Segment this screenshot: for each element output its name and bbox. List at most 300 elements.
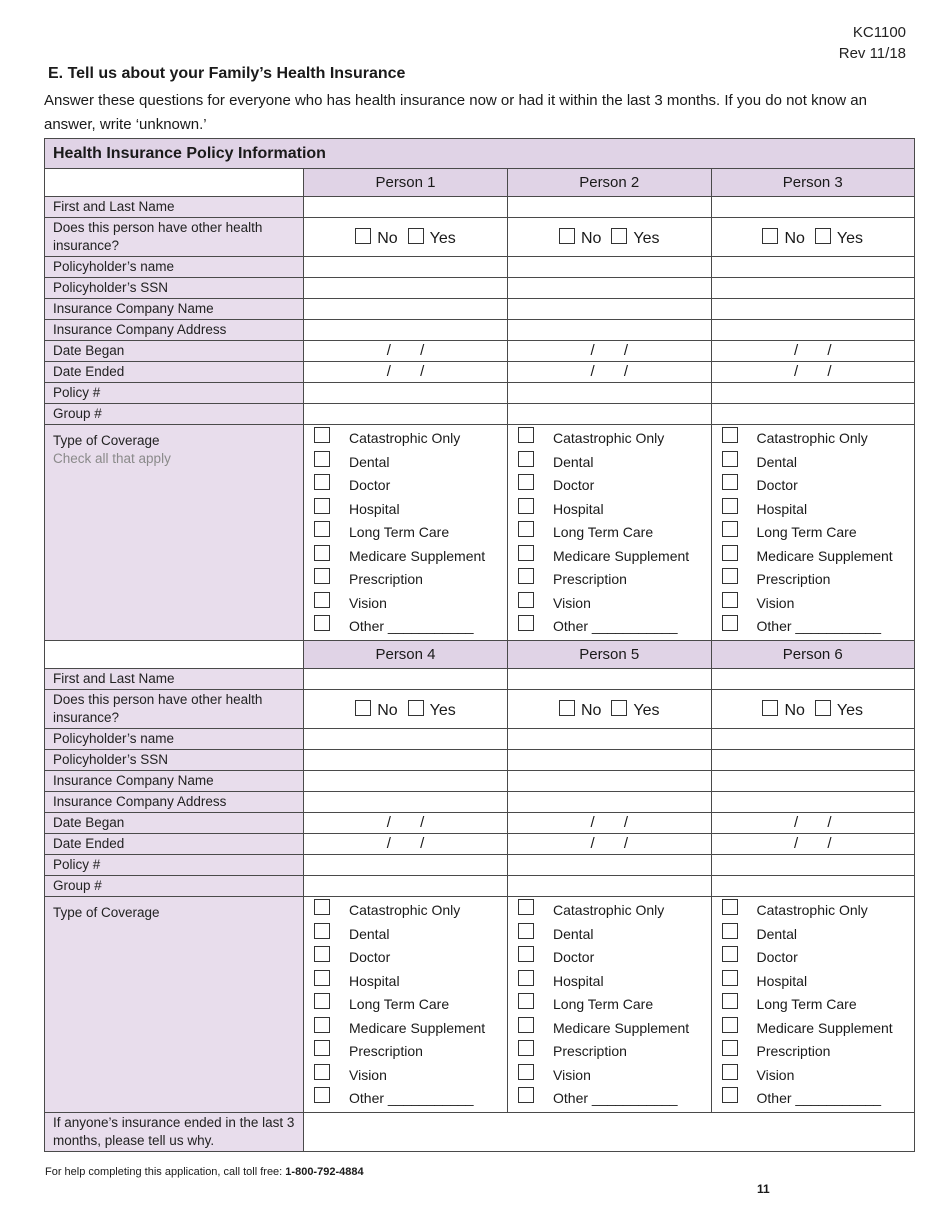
coverage-option[interactable]	[304, 615, 507, 639]
coverage-option-label: Long Term Care	[756, 996, 857, 1012]
coverage-checkbox[interactable]	[722, 1017, 738, 1033]
coverage-option-label: Doctor	[553, 949, 595, 965]
footer-help	[45, 1166, 364, 1178]
no-label: No	[784, 701, 805, 719]
date-ended-field-person-5[interactable]: / /	[508, 834, 712, 855]
coverage-checkbox[interactable]	[518, 474, 534, 490]
table-row	[45, 813, 915, 834]
table-row	[45, 362, 915, 383]
yes-label: Yes	[836, 229, 864, 247]
no-checkbox[interactable]	[762, 700, 778, 716]
table-row	[45, 139, 915, 169]
policyholder-name-field-person-2[interactable]	[508, 257, 712, 278]
coverage-list	[508, 899, 711, 1111]
yes-checkbox[interactable]	[815, 700, 831, 716]
coverage-checkbox[interactable]	[314, 545, 330, 561]
company-name-field-person-4[interactable]	[304, 771, 508, 792]
coverage-option[interactable]	[712, 923, 915, 947]
coverage-option[interactable]	[712, 946, 915, 970]
table-row	[45, 897, 915, 1113]
coverage-option[interactable]	[508, 1064, 711, 1088]
no-label: No	[377, 229, 398, 247]
form-code: KC1100	[852, 24, 906, 41]
date-ended-field-person-4[interactable]: / /	[304, 834, 508, 855]
coverage-list	[304, 899, 507, 1111]
coverage-option-label: Prescription	[553, 571, 627, 587]
policyholder-ssn-field-person-2[interactable]	[508, 278, 712, 299]
row-label-policyholder-name: Policyholder’s name	[45, 729, 304, 750]
person-header: Person 3	[711, 169, 915, 197]
coverage-option[interactable]	[508, 923, 711, 947]
yes-checkbox[interactable]	[408, 228, 424, 244]
date-ended-field-person-1[interactable]: / /	[304, 362, 508, 383]
no-label: No	[580, 701, 602, 719]
name-field-person-4[interactable]	[304, 669, 508, 690]
row-label-policyholder-name: Policyholder’s name	[45, 257, 304, 278]
company-address-field-person-4[interactable]	[304, 792, 508, 813]
row-label-company-name: Insurance Company Name	[45, 771, 304, 792]
no-checkbox[interactable]	[355, 700, 371, 716]
coverage-option-label: Vision	[553, 594, 591, 611]
header-corner	[45, 641, 304, 669]
coverage-checkbox[interactable]	[722, 1040, 738, 1056]
coverage-option-label: Catastrophic Only	[553, 902, 665, 918]
coverage-option[interactable]	[712, 993, 915, 1017]
coverage-option[interactable]	[712, 592, 915, 616]
coverage-checkbox[interactable]	[722, 568, 738, 584]
name-field-person-2[interactable]	[508, 197, 712, 218]
person-header: Person 1	[304, 169, 508, 197]
date-began-field-person-1[interactable]: / /	[304, 341, 508, 362]
coverage-list	[508, 427, 711, 639]
policyholder-name-field-person-4[interactable]	[304, 729, 508, 750]
table-row	[45, 690, 915, 729]
coverage-option-label: Catastrophic Only	[756, 430, 868, 446]
coverage-option[interactable]	[304, 923, 507, 947]
coverage-checkbox[interactable]	[314, 521, 330, 537]
coverage-option-label: Dental	[756, 925, 797, 942]
row-label-name: First and Last Name	[45, 197, 304, 218]
coverage-option[interactable]	[508, 568, 711, 592]
date-ended-field-person-6[interactable]: / /	[711, 834, 915, 855]
name-field-person-5[interactable]	[508, 669, 712, 690]
coverage-checkbox[interactable]	[518, 615, 534, 631]
company-address-field-person-5[interactable]	[508, 792, 712, 813]
coverage-checkbox[interactable]	[518, 521, 534, 537]
coverage-option-label: Prescription	[756, 1043, 831, 1059]
coverage-checkbox[interactable]	[722, 970, 738, 986]
coverage-option[interactable]	[508, 993, 711, 1017]
coverage-option[interactable]	[712, 427, 915, 451]
company-address-field-person-3[interactable]	[711, 320, 915, 341]
table-title: Health Insurance Policy Information	[45, 139, 915, 169]
policyholder-ssn-field-person-4[interactable]	[304, 750, 508, 771]
coverage-checkbox[interactable]	[722, 427, 738, 443]
coverage-option[interactable]	[508, 498, 711, 522]
policy-no-field-person-2[interactable]	[508, 383, 712, 404]
coverage-option[interactable]	[304, 1087, 507, 1111]
coverage-option[interactable]	[508, 521, 711, 545]
coverage-option-label: Dental	[553, 453, 594, 470]
other-insurance-choice-person-6	[711, 690, 915, 729]
yes-label: Yes	[429, 701, 456, 719]
policy-no-field-person-3[interactable]	[711, 383, 915, 404]
coverage-option[interactable]	[508, 451, 711, 475]
row-label-company-address: Insurance Company Address	[45, 320, 304, 341]
coverage-checkbox[interactable]	[314, 1064, 330, 1080]
coverage-option-label: Prescription	[756, 571, 831, 587]
coverage-option-label: Other ___________	[756, 1090, 882, 1106]
coverage-checkbox[interactable]	[518, 498, 534, 514]
coverage-option[interactable]	[712, 1017, 915, 1041]
coverage-option-label: Long Term Care	[553, 524, 654, 540]
policyholder-ssn-field-person-3[interactable]	[711, 278, 915, 299]
coverage-option[interactable]	[304, 521, 507, 545]
coverage-option[interactable]	[304, 946, 507, 970]
coverage-option[interactable]	[508, 427, 711, 451]
row-label-company-address: Insurance Company Address	[45, 792, 304, 813]
help-phone: 1-800-792-4884	[285, 1166, 364, 1178]
coverage-checkbox[interactable]	[518, 1087, 534, 1103]
coverage-option[interactable]	[712, 451, 915, 475]
coverage-checkbox[interactable]	[722, 592, 738, 608]
coverage-option[interactable]	[712, 568, 915, 592]
row-label-group-no: Group #	[45, 876, 304, 897]
row-label-ended-reason: If anyone’s insurance ended in the last 3 months, please tell us why.	[45, 1113, 304, 1152]
policy-no-field-person-4[interactable]	[304, 855, 508, 876]
coverage-checkbox[interactable]	[314, 451, 330, 467]
no-checkbox[interactable]	[762, 228, 778, 244]
name-field-person-6[interactable]	[711, 669, 915, 690]
policyholder-name-field-person-3[interactable]	[711, 257, 915, 278]
coverage-option-label: Doctor	[553, 477, 595, 493]
coverage-checkbox[interactable]	[314, 993, 330, 1009]
coverage-option[interactable]	[304, 451, 507, 475]
yes-checkbox[interactable]	[611, 700, 627, 716]
coverage-checkbox[interactable]	[518, 899, 534, 915]
coverage-option[interactable]	[304, 498, 507, 522]
table-row	[45, 320, 915, 341]
coverage-options-person-6	[711, 897, 915, 1113]
company-address-field-person-6[interactable]	[711, 792, 915, 813]
person-header: Person 5	[508, 641, 712, 669]
coverage-options-person-4	[304, 897, 508, 1113]
coverage-option[interactable]	[712, 1087, 915, 1111]
coverage-option[interactable]	[508, 474, 711, 498]
date-began-field-person-6[interactable]: / /	[711, 813, 915, 834]
coverage-option-label: Medicare Supplement	[349, 547, 486, 564]
coverage-option-label: Dental	[349, 453, 390, 470]
coverage-option-label: Medicare Supplement	[756, 1019, 893, 1036]
coverage-option-label: Prescription	[553, 1043, 627, 1059]
coverage-options-person-2	[508, 425, 712, 641]
group-no-field-person-3[interactable]	[711, 404, 915, 425]
coverage-checkbox[interactable]	[722, 946, 738, 962]
coverage-checkbox[interactable]	[314, 427, 330, 443]
coverage-checkbox[interactable]	[314, 498, 330, 514]
policy-no-field-person-5[interactable]	[508, 855, 712, 876]
table-row	[45, 341, 915, 362]
coverage-option[interactable]	[712, 1040, 915, 1064]
coverage-checkbox[interactable]	[722, 993, 738, 1009]
coverage-option-label: Dental	[756, 453, 797, 470]
coverage-checkbox[interactable]	[314, 946, 330, 962]
coverage-option[interactable]	[712, 615, 915, 639]
coverage-checkbox[interactable]	[518, 1040, 534, 1056]
coverage-checkbox[interactable]	[314, 923, 330, 939]
coverage-option-label: Other ___________	[553, 618, 678, 634]
header-corner	[45, 169, 304, 197]
coverage-checkbox[interactable]	[314, 474, 330, 490]
coverage-option-label: Hospital	[756, 972, 808, 989]
coverage-option[interactable]	[508, 545, 711, 569]
coverage-checkbox[interactable]	[722, 521, 738, 537]
coverage-option[interactable]	[304, 970, 507, 994]
group-no-field-person-5[interactable]	[508, 876, 712, 897]
coverage-checkbox[interactable]	[518, 923, 534, 939]
coverage-option-label: Vision	[349, 594, 387, 611]
coverage-checkbox[interactable]	[518, 427, 534, 443]
company-name-field-person-5[interactable]	[508, 771, 712, 792]
coverage-checkbox[interactable]	[518, 545, 534, 561]
table-row	[45, 197, 915, 218]
coverage-option[interactable]	[304, 993, 507, 1017]
coverage-option-label: Hospital	[349, 500, 400, 517]
yes-checkbox[interactable]	[611, 228, 627, 244]
coverage-option-label: Doctor	[349, 949, 391, 965]
person-header: Person 2	[508, 169, 712, 197]
coverage-checkbox[interactable]	[314, 1087, 330, 1103]
table-row	[45, 169, 915, 197]
yes-label: Yes	[836, 701, 864, 719]
coverage-option[interactable]	[508, 615, 711, 639]
coverage-option[interactable]	[508, 592, 711, 616]
table-row	[45, 218, 915, 257]
coverage-option[interactable]	[304, 899, 507, 923]
row-label-company-name: Insurance Company Name	[45, 299, 304, 320]
coverage-option-label: Dental	[349, 925, 390, 942]
row-label-name: First and Last Name	[45, 669, 304, 690]
coverage-checkbox[interactable]	[314, 899, 330, 915]
coverage-list	[712, 427, 915, 639]
help-text: For help completing this application, call toll free:	[45, 1166, 283, 1178]
coverage-checkbox[interactable]	[722, 498, 738, 514]
coverage-checkbox[interactable]	[314, 1017, 330, 1033]
coverage-option[interactable]	[712, 474, 915, 498]
coverage-option[interactable]	[304, 1017, 507, 1041]
coverage-option[interactable]	[508, 970, 711, 994]
coverage-option[interactable]	[304, 1064, 507, 1088]
other-insurance-choice-person-5	[508, 690, 712, 729]
coverage-checkbox[interactable]	[722, 1064, 738, 1080]
coverage-option[interactable]	[712, 521, 915, 545]
table-row	[45, 299, 915, 320]
yes-label: Yes	[633, 229, 660, 247]
coverage-option-label: Doctor	[756, 477, 798, 493]
date-began-field-person-2[interactable]: / /	[508, 341, 712, 362]
coverage-option-label: Dental	[553, 925, 594, 942]
coverage-checkbox[interactable]	[518, 993, 534, 1009]
coverage-option[interactable]	[508, 1040, 711, 1064]
company-name-field-person-2[interactable]	[508, 299, 712, 320]
coverage-checkbox[interactable]	[518, 592, 534, 608]
group-no-field-person-6[interactable]	[711, 876, 915, 897]
coverage-checkbox[interactable]	[722, 474, 738, 490]
coverage-checkbox[interactable]	[518, 970, 534, 986]
date-ended-field-person-2[interactable]: / /	[508, 362, 712, 383]
table-row	[45, 669, 915, 690]
section-intro: Answer these questions for everyone who has health insurance now or had it within the last 3 months. If you do not know an answer, write ‘unknown.’	[44, 92, 867, 133]
coverage-option-label: Catastrophic Only	[756, 902, 868, 918]
company-address-field-person-2[interactable]	[508, 320, 712, 341]
coverage-option[interactable]	[304, 592, 507, 616]
coverage-option[interactable]	[304, 568, 507, 592]
policyholder-name-field-person-5[interactable]	[508, 729, 712, 750]
coverage-option[interactable]	[712, 545, 915, 569]
coverage-checkbox[interactable]	[722, 923, 738, 939]
coverage-option-label: Other ___________	[553, 1090, 678, 1106]
coverage-option[interactable]	[508, 899, 711, 923]
name-field-person-3[interactable]	[711, 197, 915, 218]
policy-no-field-person-6[interactable]	[711, 855, 915, 876]
coverage-option[interactable]	[304, 474, 507, 498]
coverage-option[interactable]	[508, 1087, 711, 1111]
coverage-checkbox[interactable]	[518, 451, 534, 467]
coverage-option[interactable]	[712, 498, 915, 522]
group-no-field-person-1[interactable]	[304, 404, 508, 425]
coverage-checkbox[interactable]	[314, 568, 330, 584]
date-began-field-person-5[interactable]: / /	[508, 813, 712, 834]
coverage-checkbox[interactable]	[518, 1017, 534, 1033]
coverage-option-label: Long Term Care	[349, 524, 450, 540]
row-label-policyholder-ssn: Policyholder’s SSN	[45, 278, 304, 299]
group-no-field-person-2[interactable]	[508, 404, 712, 425]
coverage-option-label: Long Term Care	[553, 996, 654, 1012]
coverage-option[interactable]	[304, 1040, 507, 1064]
coverage-checkbox[interactable]	[314, 615, 330, 631]
policy-no-field-person-1[interactable]	[304, 383, 508, 404]
yes-checkbox[interactable]	[408, 700, 424, 716]
table-row	[45, 792, 915, 813]
coverage-checkbox[interactable]	[314, 592, 330, 608]
coverage-option-label: Hospital	[553, 972, 604, 989]
table-row	[45, 278, 915, 299]
coverage-option-label: Medicare Supplement	[553, 547, 690, 564]
policyholder-name-field-person-1[interactable]	[304, 257, 508, 278]
person-header: Person 4	[304, 641, 508, 669]
coverage-option-label: Hospital	[553, 500, 604, 517]
coverage-hint: Check all that apply	[53, 450, 171, 466]
table-row	[45, 425, 915, 641]
name-field-person-1[interactable]	[304, 197, 508, 218]
coverage-checkbox[interactable]	[722, 1087, 738, 1103]
coverage-option-label: Vision	[756, 1066, 795, 1083]
company-address-field-person-1[interactable]	[304, 320, 508, 341]
policyholder-ssn-field-person-6[interactable]	[711, 750, 915, 771]
page-number: 11	[757, 1182, 770, 1196]
policyholder-ssn-field-person-1[interactable]	[304, 278, 508, 299]
table-row	[45, 383, 915, 404]
section-title: E. Tell us about your Family’s Health Insurance	[48, 65, 406, 82]
coverage-option[interactable]	[712, 970, 915, 994]
table-row	[45, 641, 915, 669]
coverage-option-label: Vision	[553, 1066, 591, 1083]
row-label-policy-no: Policy #	[45, 383, 304, 404]
policyholder-name-field-person-6[interactable]	[711, 729, 915, 750]
coverage-option[interactable]	[712, 899, 915, 923]
coverage-options-person-3	[711, 425, 915, 641]
coverage-option-label: Other ___________	[756, 618, 882, 634]
coverage-option[interactable]	[712, 1064, 915, 1088]
yes-checkbox[interactable]	[815, 228, 831, 244]
company-name-field-person-3[interactable]	[711, 299, 915, 320]
date-began-field-person-4[interactable]: / /	[304, 813, 508, 834]
coverage-list	[712, 899, 915, 1111]
table-row	[45, 771, 915, 792]
health-insurance-table	[44, 138, 915, 1152]
no-checkbox[interactable]	[355, 228, 371, 244]
date-ended-field-person-3[interactable]: / /	[711, 362, 915, 383]
coverage-checkbox[interactable]	[722, 615, 738, 631]
coverage-checkbox[interactable]	[518, 1064, 534, 1080]
company-name-field-person-1[interactable]	[304, 299, 508, 320]
coverage-option-label: Catastrophic Only	[349, 902, 461, 918]
row-label-date-began: Date Began	[45, 813, 304, 834]
coverage-checkbox[interactable]	[518, 568, 534, 584]
coverage-label: Type of Coverage	[53, 905, 160, 920]
coverage-option[interactable]	[508, 1017, 711, 1041]
yes-label: Yes	[633, 701, 660, 719]
coverage-option-label: Long Term Care	[349, 996, 450, 1012]
ended-reason-field[interactable]	[304, 1113, 915, 1152]
date-began-field-person-3[interactable]: / /	[711, 341, 915, 362]
coverage-checkbox[interactable]	[518, 946, 534, 962]
coverage-option[interactable]	[508, 946, 711, 970]
row-label-date-began: Date Began	[45, 341, 304, 362]
no-checkbox[interactable]	[559, 228, 575, 244]
row-label-coverage	[45, 425, 304, 641]
coverage-label: Type of Coverage	[53, 433, 160, 448]
coverage-option-label: Catastrophic Only	[349, 430, 461, 446]
person-header: Person 6	[711, 641, 915, 669]
other-insurance-choice-person-2	[508, 218, 712, 257]
table-row	[45, 876, 915, 897]
group-no-field-person-4[interactable]	[304, 876, 508, 897]
row-label-date-ended: Date Ended	[45, 834, 304, 855]
coverage-option[interactable]	[304, 545, 507, 569]
table-row	[45, 257, 915, 278]
coverage-option-label: Long Term Care	[756, 524, 857, 540]
coverage-option-label: Prescription	[349, 1043, 423, 1059]
table-row	[45, 750, 915, 771]
row-label-other-insurance: Does this person have other health insurance?	[45, 218, 304, 257]
coverage-checkbox[interactable]	[722, 899, 738, 915]
coverage-checkbox[interactable]	[314, 970, 330, 986]
policyholder-ssn-field-person-5[interactable]	[508, 750, 712, 771]
coverage-checkbox[interactable]	[314, 1040, 330, 1056]
no-checkbox[interactable]	[559, 700, 575, 716]
coverage-checkbox[interactable]	[722, 545, 738, 561]
coverage-option-label: Hospital	[756, 500, 808, 517]
coverage-option[interactable]	[304, 427, 507, 451]
coverage-option-label: Prescription	[349, 571, 423, 587]
no-label: No	[377, 701, 398, 719]
company-name-field-person-6[interactable]	[711, 771, 915, 792]
table-row	[45, 1113, 915, 1152]
coverage-checkbox[interactable]	[722, 451, 738, 467]
coverage-option-label: Medicare Supplement	[553, 1019, 690, 1036]
table-row	[45, 404, 915, 425]
